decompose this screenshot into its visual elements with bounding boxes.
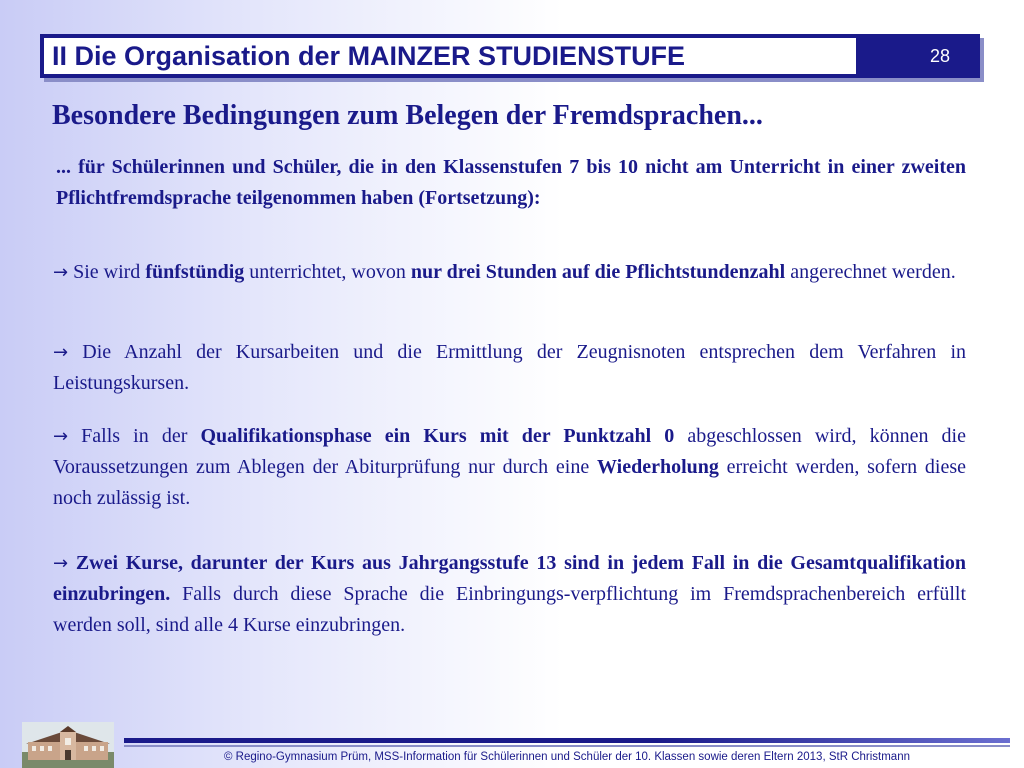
school-building-icon [22, 722, 114, 768]
footer-divider-thin [124, 745, 1010, 747]
intro-text: ... für Schülerinnen und Schüler, die in den Klassenstufen 7 bis 10 nicht am Unterricht in einer zweiten Pflichtfremdsprache teilgenommen haben (Fortsetzung): [56, 156, 966, 209]
title-bar [40, 34, 980, 78]
slide-title: II Die Organisation der MAINZER STUDIENSTUFE [44, 38, 856, 74]
bullet-item-3: → Falls in der Qualifikationsphase ein Kurs mit der Punktzahl 0 abgeschlossen wird, können die Voraussetzungen zum Ablegen der Abiturprüfung nur durch eine Wiederholung erreicht werden, sofern diese noch zulässig ist. [53, 425, 967, 509]
bullet-item-1: → Sie wird fünfstündig unterrichtet, wovon nur drei Stunden auf die Pflichtstundenzahl angerechnet werden. [53, 261, 956, 283]
arrow-right-icon: → [53, 426, 69, 447]
bullet-item-4: → Zwei Kurse, darunter der Kurs aus Jahrgangsstufe 13 sind in jedem Fall in die Gesamtqualifikation einzubringen. Falls durch diese Sprache die Einbringungs-verpflichtung im Fremdsprachenbereich erfüllt werden soll, sind alle 4 Kurse einzubringen. [53, 552, 966, 636]
page-number: 28 [929, 46, 951, 66]
bullet-item-2: → Die Anzahl der Kursarbeiten und die Ermittlung der Zeugnisnoten entsprechen dem Verfahren in Leistungskursen. [53, 341, 966, 394]
footer-copyright: © Regino-Gymnasium Prüm, MSS-Information für Schülerinnen und Schüler der 10. Klassen sowie deren Eltern 2013, StR Christmann [223, 751, 910, 763]
arrow-right-icon: → [53, 342, 69, 363]
footer-divider [124, 738, 1010, 743]
arrow-right-icon: → [53, 553, 69, 574]
arrow-right-icon: → [53, 262, 69, 283]
section-heading: Besondere Bedingungen zum Belegen der Fremdsprachen... [52, 100, 763, 131]
